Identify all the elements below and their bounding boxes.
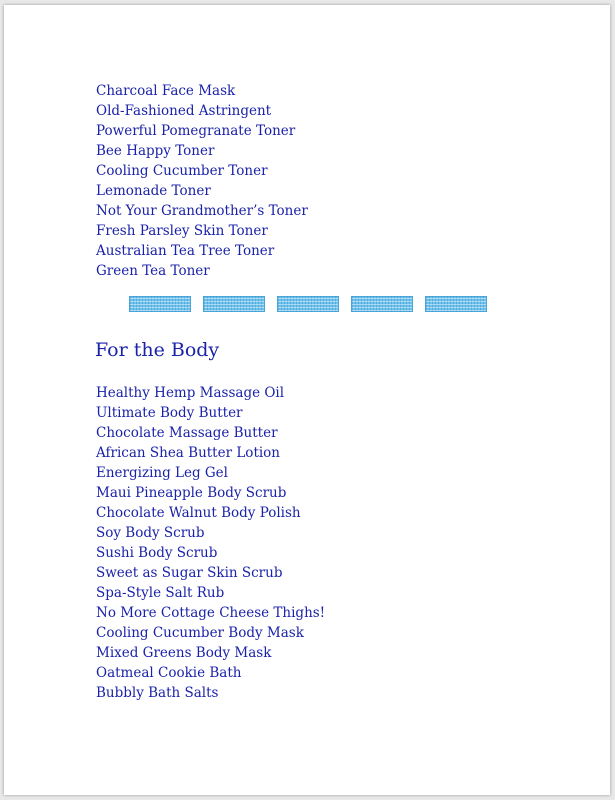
divider-block (129, 296, 191, 312)
body-recipe-list (96, 383, 325, 703)
list-item[interactable]: Not Your Grandmother’s Toner (96, 203, 308, 219)
list-item[interactable]: Oatmeal Cookie Bath (96, 665, 242, 681)
list-item[interactable]: Ultimate Body Butter (96, 405, 243, 421)
list-item[interactable]: Green Tea Toner (96, 263, 210, 279)
list-item[interactable]: Charcoal Face Mask (96, 83, 236, 99)
document-page (4, 5, 610, 795)
list-item[interactable]: Lemonade Toner (96, 183, 211, 199)
list-item[interactable]: Cooling Cucumber Toner (96, 163, 268, 179)
list-item[interactable]: Healthy Hemp Massage Oil (96, 385, 285, 401)
divider-block (277, 296, 339, 312)
list-item[interactable]: No More Cottage Cheese Thighs! (96, 605, 326, 621)
list-item[interactable]: Bee Happy Toner (96, 143, 215, 159)
divider-block (203, 296, 265, 312)
face-recipe-list (96, 81, 308, 281)
list-item[interactable]: Spa-Style Salt Rub (96, 585, 225, 601)
list-item[interactable]: Sweet as Sugar Skin Scrub (96, 565, 283, 581)
list-item[interactable]: Chocolate Walnut Body Polish (96, 505, 301, 521)
list-item[interactable]: African Shea Butter Lotion (96, 445, 281, 461)
divider-block (351, 296, 413, 312)
list-item[interactable]: Australian Tea Tree Toner (96, 243, 275, 259)
list-item[interactable]: Chocolate Massage Butter (96, 425, 278, 441)
list-item[interactable]: Maui Pineapple Body Scrub (96, 485, 287, 501)
list-item[interactable]: Old-Fashioned Astringent (96, 103, 272, 119)
list-item[interactable]: Bubbly Bath Salts (96, 685, 219, 701)
list-item[interactable]: Mixed Greens Body Mask (96, 645, 272, 661)
list-item[interactable]: Sushi Body Scrub (96, 545, 218, 561)
list-item[interactable]: Energizing Leg Gel (96, 465, 228, 481)
section-divider (129, 296, 487, 312)
list-item[interactable]: Powerful Pomegranate Toner (96, 123, 296, 139)
section-heading-body: For the Body (95, 339, 220, 361)
list-item[interactable]: Fresh Parsley Skin Toner (96, 223, 268, 239)
list-item[interactable]: Soy Body Scrub (96, 525, 205, 541)
divider-block (425, 296, 487, 312)
list-item[interactable]: Cooling Cucumber Body Mask (96, 625, 304, 641)
